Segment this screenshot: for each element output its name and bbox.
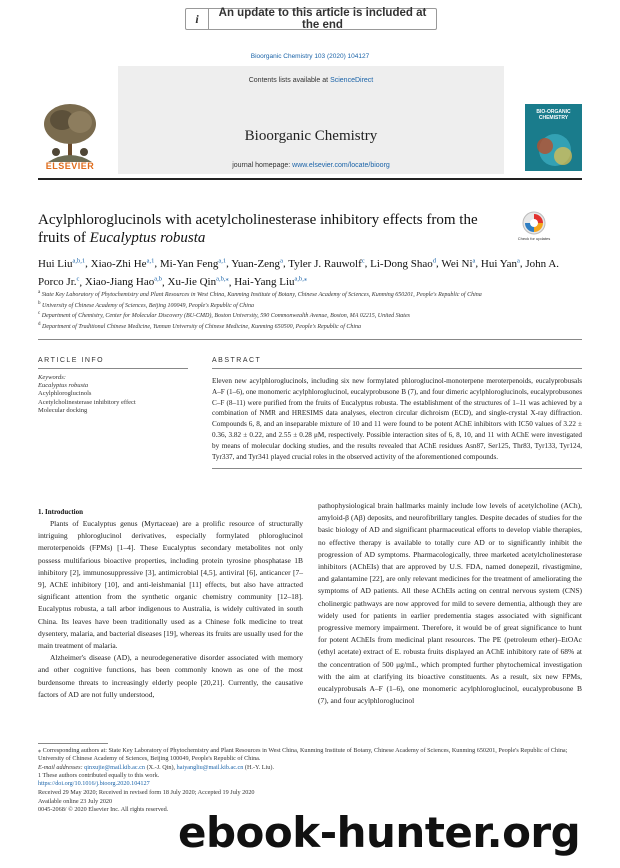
journal-homepage: journal homepage: www.elsevier.com/locate/bioorg	[232, 162, 390, 169]
keywords-block	[38, 374, 198, 415]
author-affiliation-marker: a,1	[146, 257, 155, 264]
author-affiliation-marker: a,1	[218, 257, 227, 264]
author-affiliation-marker: d	[432, 257, 437, 264]
author-affiliation-marker: a,b,⁎	[216, 275, 229, 283]
journal-title: Bioorganic Chemistry	[244, 128, 378, 144]
copyright: 0045-2068/ © 2020 Elsevier Inc. All rights reserved.	[38, 806, 169, 814]
contents-line: Contents lists available at ScienceDirect	[248, 77, 374, 84]
sciencedirect-link[interactable]: ScienceDirect	[330, 77, 374, 84]
intro-paragraph-1: Plants of Eucalyptus genus (Myrtaceae) are a prolific resource of structurally intriguing phloroglucinol derivatives, especially formylated phloroglucinol meroterpenoids (FPMs) [1–4]. These Eucalyptus secondary metabolites not only possess multifarious bioactive properties, including protein tyrosine phosphatase 1B inhibitory [2], immunosuppressive [3], antimicrobial [4,5], antiviral [6], anticancer [7–9], AChE inhibitory [10], and anti-leishmanial [11] effects, but also have attracted significant attention from the synthetic organic chemistry community [12–18]. Eucalyptus robusta, a tall arbor indigenous to Australia, is widely cultivated in south China. Its leaves have been traditionally used as a Chinese folk medicine to treat dysentery, malaria, and bacterial diseases [19], whereas its fruits are usually used for the main treatment of malaria.	[38, 519, 303, 651]
affiliation-item: $^d$ Department of Traditional Chinese Medicine, Yunnan University of Chinese Medicine, Kunming 650500, People's Republic of China	[38, 321, 362, 330]
affiliation-item: $^b$ University of Chinese Academy of Sciences, Beijing 100049, People's Republic of China	[38, 300, 254, 309]
author-affiliation-marker: a,b,1	[72, 257, 86, 264]
abstract-text: Eleven new acylphloroglucinols, including six new formylated phloroglucinol-monoterpene meroterpenoids, eucalyprobusals A–F (1–6), one monomeric acylphloroglucinol, eucalyprobusone B (7), and four dimeric acylphloroglucinols, eucalyprobusones C–F (8–11) were purified from the fruits of Eucalyptus robusta. The establishment of the structures of 1–11 was achieved by a combination of NMR and HRESIMS data analyses, electron circular dichroism (ECD), and single-crystal X-ray diffraction. Compounds 6, 8, and an inseparable mixture of 10 and 11 were found to be potent AChE inhibitors with IC50 values of 3.22 ± 0.36, 3.82 ± 0.22, and 2.55 ± 0.28 μM, respectively. Possible interaction sites of 6, 8, 10, and 11 with AChE were investigated by means of molecular docking studies, and the results revealed that AChE residues Asn87, Ser125, Thr83, Tyr133, Tyr124, Tyr337, and Tyr341 played crucial roles in the observed activity of the aforementioned compounds.	[212, 377, 582, 461]
keywords-label: Keywords:	[38, 374, 66, 381]
intro-paragraph-3: pathophysiological brain hallmarks mainly include low levels of acetylcholine (ACh), amyloid-β (Aβ) deposits, and neurofibrillary tangles. Despite decades of studies for the basic biology of AD and significant pharmaceutical efforts to develop viable therapies, no effective therapy is available to totally cure AD or to significantly inhibit the progression of AD symptoms. Pharmacologically, three marketed acetylcholinesterase inhibitors (AChEIs) that are approved by U.S. FDA, named donepezil, rivastigmine, and galantamine [22], are only relevant medicines for the treatment of ameliorating the symptoms of AD patients. All these AChEIs acting on central nervous system (CNS) cholinergic pathways are now approved for mild to severe dementia, although they are widely used for patients in earlier predementia stages associated with significant progressive memory impairment. Therefore, it would be of great significance to hunt for potent AChEIs from medicinal plant resources. The PE (petroleum ether)–EtOAc (ethyl acetate) extract of E. robusta fruits displayed an AChE inhibitory rate of 68% at the concentration of 500 μg/mL, which prompted further phytochemical investigation with the aim at clarifying its bioactive constituents. As a result, six new FPMs, eucalyprobusals A–F (1–6), one monomeric acylphloroglucinol, eucalyprobusone B (7), and four acylphloroglucinol	[318, 501, 582, 706]
author-name[interactable]: Mi-Yan Feng$^{a,1}$	[159, 257, 227, 270]
publisher-logo-text: ELSEVIER	[45, 161, 95, 171]
article-info-heading: ARTICLE INFO	[38, 357, 105, 364]
cover-art	[525, 128, 582, 171]
footnotes	[38, 747, 582, 780]
author-name[interactable]: Hui Liu$^{a,b,1}$	[38, 257, 86, 270]
footnote-rule	[38, 743, 108, 744]
author-name[interactable]: Hai-Yang Liu$^{a,b,⁎}$	[234, 275, 308, 289]
email-link-qin[interactable]: qinxujie@mail.kib.ac.cn	[84, 763, 146, 771]
author-name[interactable]: Hui Yan$^a$	[480, 257, 520, 270]
affiliation-rule	[38, 339, 582, 340]
doi-link[interactable]: https://doi.org/10.1016/j.bioorg.2020.104127	[38, 780, 150, 787]
homepage-link[interactable]: www.elsevier.com/locate/bioorg	[292, 162, 390, 169]
author-affiliation-marker: a	[517, 257, 520, 264]
abstract-heading: ABSTRACT	[212, 357, 262, 364]
check-for-updates-label: Check for updates	[517, 236, 551, 241]
author-name[interactable]: Xiao-Zhi He$^{a,1}$	[90, 257, 155, 270]
email-link-liu[interactable]: haiyangliu@mail.kib.ac.cn	[176, 763, 244, 771]
abstract-rule	[212, 368, 582, 369]
email-note: E-mail addresses: qinxujie@mail.kib.ac.cn (X.-J. Qin), haiyangliu@mail.kib.ac.cn (H.-Y. Liu).	[38, 763, 275, 771]
watermark: ebook-hunter.org	[178, 808, 581, 857]
article-title: Acylphloroglucinols with acetylcholinesterase inhibitory effects from the fruits of Eucalyptus robusta	[38, 212, 478, 246]
author-affiliation-marker: c	[76, 275, 80, 283]
header-rule	[38, 178, 582, 180]
keyword-item: Acetylcholinesterase inhibitory effect	[38, 398, 136, 406]
equal-contribution-note: 1 These authors contributed equally to this work.	[38, 771, 160, 779]
abstract-bottom-rule	[212, 468, 582, 469]
affiliation-list	[38, 289, 582, 331]
update-banner-text: An update to this article is included at the end	[218, 7, 427, 31]
author-name[interactable]: Yuan-Zeng$^a$	[231, 257, 283, 270]
keyword-item: Eucalyptus robusta	[38, 382, 89, 390]
section-heading-introduction: 1. Introduction	[38, 508, 83, 516]
update-banner[interactable]	[185, 8, 437, 30]
article-info-rule	[38, 368, 188, 369]
author-affiliation-marker: a	[280, 257, 283, 264]
affiliation-item: $^a$ State Key Laboratory of Phytochemistry and Plant Resources in West China, Kunming Institute of Botany, Chinese Academy of Sciences, Kunming 650201, People's Republic of China	[38, 290, 482, 298]
cover-title: BIO-ORGANIC CHEMISTRY	[536, 109, 571, 121]
body-column-right	[318, 500, 582, 707]
author-name[interactable]: Wei Ni$^a$	[441, 257, 476, 270]
elsevier-tree-logo	[38, 100, 102, 164]
body-column-left	[38, 518, 303, 701]
received-dates: Received 29 May 2020; Received in revised form 18 July 2020; Accepted 19 July 2020	[38, 788, 255, 796]
intro-paragraph-2: Alzheimer's disease (AD), a neurodegenerative disorder associated with memory and other cognitive functions, has been commonly known as one of the most burdensome threats to increasingly elderly people [20,21]. Currently, the causative factors of AD are not fully understood,	[38, 653, 303, 699]
affiliation-item: $^c$ Department of Chemistry, Center for Molecular Discovery (BU-CMD), Boston University, 590 Commonwealth Avenue, Boston, MA 02215, United States	[38, 311, 410, 319]
info-icon: i	[186, 9, 209, 29]
author-name[interactable]: Xu-Jie Qin$^{a,b,⁎}$	[167, 275, 229, 289]
author-list: Hui Liu$^{a,b,1}$, Xiao-Zhi He$^{a,1}$, Mi-Yan Feng$^{a,1}$, Yuan-Zeng$^a$, Tyler J. Rauwolf$^c$, Li-Dong Shao$^d$, Wei Ni$^a$, Hui Yan$^a$, John A. Porco Jr.$^c$, Xiao-Jiang Hao$^{a,b}$, Xu-Jie Qin$^{a,b,⁎}$, Hai-Yang Liu$^{a,b,⁎}$	[38, 257, 560, 289]
author-affiliation-marker: c	[361, 257, 365, 264]
keyword-item: Molecular docking	[38, 406, 88, 414]
author-name[interactable]: Xiao-Jiang Hao$^{a,b}$	[84, 275, 162, 289]
author-affiliation-marker: a,b,⁎	[294, 275, 308, 283]
author-name[interactable]: Li-Dong Shao$^d$	[370, 257, 437, 270]
corresponding-author-note: ⁎ Corresponding authors at: State Key Laboratory of Phytochemistry and Plant Resources in West China, Kunming Institute of Botany, Chinese Academy of Sciences, Kunming 650201, People's Republic of China; University of Chinese Academy of Sciences, Beijing 100049, People's Republic of China.	[38, 747, 568, 763]
author-name[interactable]: Tyler J. Rauwolf$^c$	[288, 257, 365, 270]
journal-cover[interactable]	[525, 104, 582, 171]
journal-citation[interactable]: Bioorganic Chemistry 103 (2020) 104127	[250, 53, 370, 60]
author-affiliation-marker: a,b	[154, 275, 162, 283]
keyword-item: Acylphloroglucinols	[38, 390, 92, 398]
online-date: Available online 23 July 2020	[38, 797, 113, 805]
author-affiliation-marker: a	[472, 257, 476, 264]
author-name[interactable]: John A. Porco Jr.$^c$	[38, 257, 560, 289]
